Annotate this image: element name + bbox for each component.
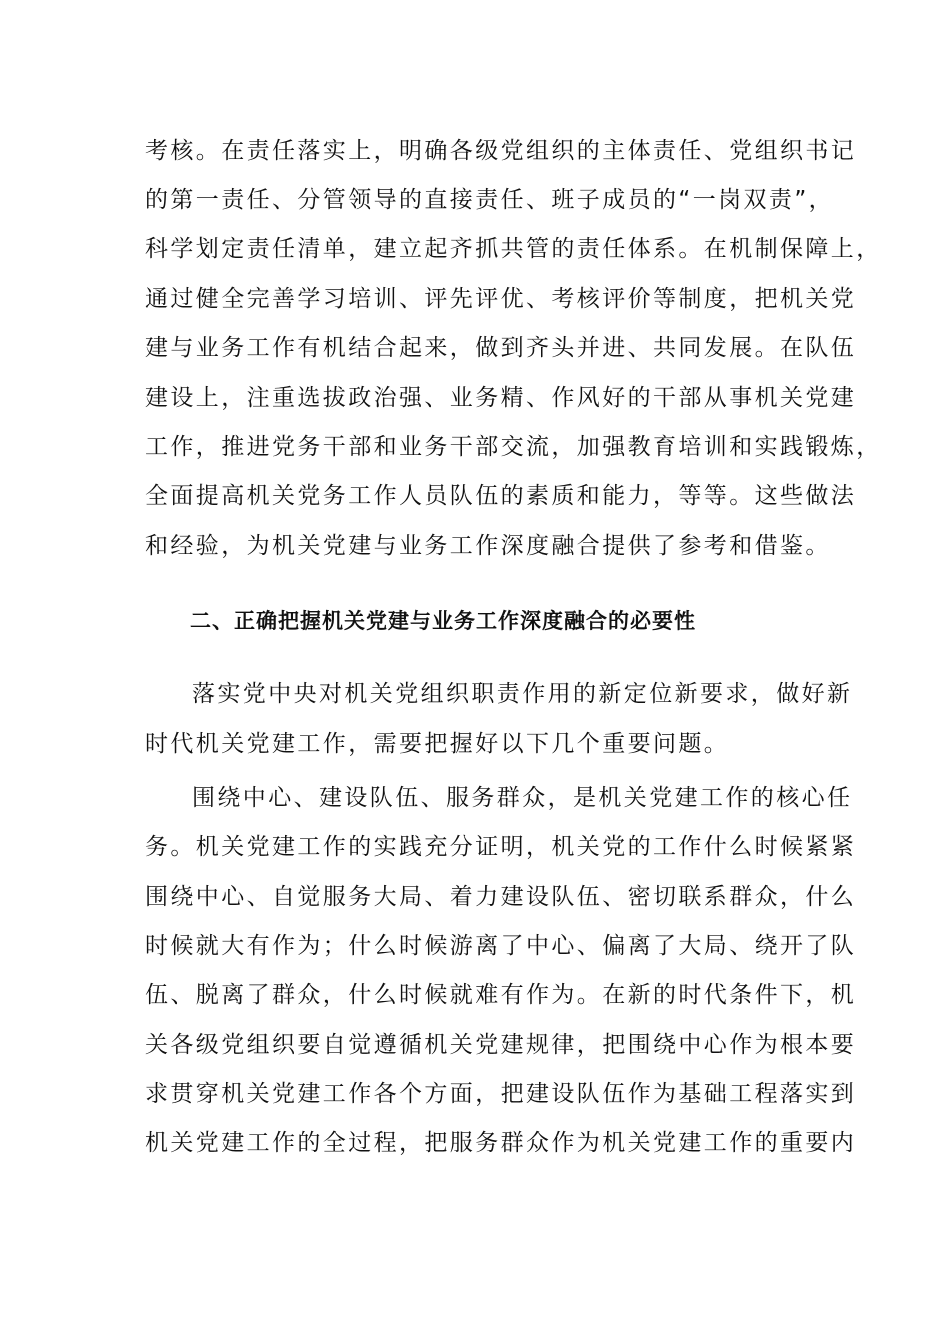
text-line: 时候就大有作为；什么时候游离了中心、偏离了大局、绕开了队 bbox=[145, 933, 857, 959]
text-line: 关各级党组织要自觉遵循机关党建规律，把围绕中心作为根本要 bbox=[145, 1032, 857, 1058]
text-line: 机关党建工作的全过程，把服务群众作为机关党建工作的重要内 bbox=[145, 1130, 857, 1156]
text-line: 务。机关党建工作的实践充分证明，机关党的工作什么时候紧紧 bbox=[145, 834, 857, 860]
section-heading: 二、正确把握机关党建与业务工作深度融合的必要性 bbox=[190, 609, 696, 633]
text-line: 落实党中央对机关党组织职责作用的新定位新要求，做好新 bbox=[192, 681, 853, 707]
text-line: 围绕中心、建设队伍、服务群众，是机关党建工作的核心任 bbox=[192, 785, 853, 811]
text-line: 工作，推进党务干部和业务干部交流，加强教育培训和实践锻炼， bbox=[145, 434, 882, 460]
text-line: 伍、脱离了群众，什么时候就难有作为。在新的时代条件下，机 bbox=[145, 982, 857, 1008]
text-line: 的第一责任、分管领导的直接责任、班子成员的“一岗双责”， bbox=[145, 187, 835, 213]
text-line: 围绕中心、自觉服务大局、着力建设队伍、密切联系群众，什么 bbox=[145, 884, 857, 910]
text-line: 求贯穿机关党建工作各个方面，把建设队伍作为基础工程落实到 bbox=[145, 1081, 857, 1107]
text-line: 建与业务工作有机结合起来，做到齐头并进、共同发展。在队伍 bbox=[145, 335, 857, 361]
text-line: 考核。在责任落实上，明确各级党组织的主体责任、党组织书记 bbox=[145, 138, 857, 164]
text-line: 全面提高机关党务工作人员队伍的素质和能力，等等。这些做法 bbox=[145, 483, 857, 509]
text-line: 建设上，注重选拔政治强、业务精、作风好的干部从事机关党建 bbox=[145, 385, 857, 411]
text-line: 通过健全完善学习培训、评先评优、考核评价等制度，把机关党 bbox=[145, 286, 857, 312]
text-line: 科学划定责任清单，建立起齐抓共管的责任体系。在机制保障上， bbox=[145, 236, 882, 262]
text-line: 和经验，为机关党建与业务工作深度融合提供了参考和借鉴。 bbox=[145, 533, 831, 559]
text-line: 时代机关党建工作，需要把握好以下几个重要问题。 bbox=[145, 731, 730, 757]
